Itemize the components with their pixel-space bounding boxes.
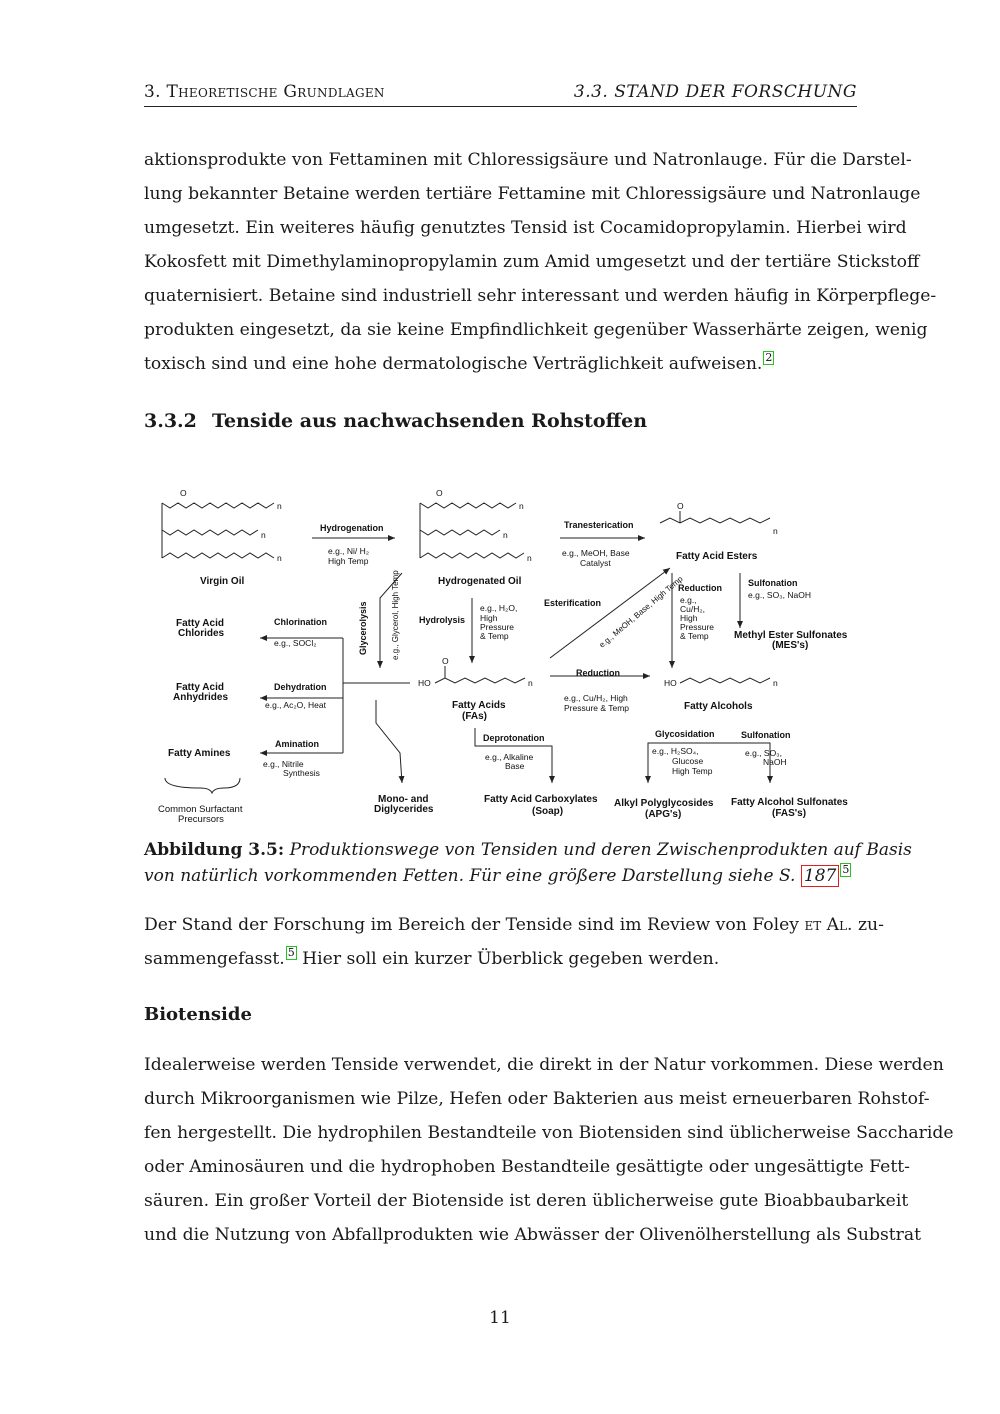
subscript-n: n: [277, 553, 282, 563]
label-dehydration: Dehydration: [274, 682, 327, 692]
cond-amination-2: Synthesis: [283, 768, 320, 778]
caption-label: Abbildung 3.5:: [144, 840, 285, 860]
text-segment: Hier soll ein kurzer Überblick gegeben werden.: [302, 949, 720, 969]
cond-hydrolysis-2: High: [480, 613, 498, 623]
author-et-al: et Al.: [804, 915, 853, 935]
caption-text-1: Produktionswege von Tensiden und deren Zwischenprodukten auf Basis: [289, 840, 912, 860]
header-section: 3.3. STAND DER FORSCHUNG: [573, 82, 857, 102]
cond-hydrolysis-4: & Temp: [480, 631, 509, 641]
label-anhydrides-1: Fatty Acid: [176, 682, 224, 693]
text-line: lung bekannter Betaine werden tertiäre Fettamine mit Chloressigsäure und Natronlauge: [144, 184, 921, 204]
cond-glycosidation-1: e.g., H₂SO₄,: [652, 746, 699, 756]
cond-sulfonation1: e.g., SO₃, NaOH: [748, 590, 811, 600]
cond-reduction2-2: Pressure & Temp: [564, 703, 630, 713]
precursor-brace: [165, 778, 240, 793]
subscript-n: n: [277, 501, 282, 511]
paragraph-biotenside: [144, 1048, 954, 1252]
label-fas-2: (FAS's): [772, 808, 807, 819]
text-line: fen hergestellt. Die hydrophilen Bestandteile von Biotensiden sind üblicherweise Saccharide: [144, 1123, 954, 1143]
atom-label: HO: [418, 678, 431, 688]
cond-trans-2: Catalyst: [580, 558, 611, 568]
cond-reduction1-2: Cu/H₂,: [680, 604, 706, 614]
cond-hydrogenation-1: e.g., Ni/ H₂: [328, 546, 370, 556]
text-line: [144, 908, 884, 942]
text-segment: zu-: [858, 915, 884, 935]
footnote-link[interactable]: 2: [765, 351, 773, 364]
atom-label: O: [436, 488, 443, 498]
label-fatty-acids-1: Fatty Acids: [452, 700, 506, 711]
label-fas-1: Fatty Alcohol Sulfonates: [731, 797, 848, 808]
label-deprotonation: Deprotonation: [483, 733, 545, 743]
cond-reduction1-1: e.g.,: [680, 595, 697, 605]
text-line: [144, 942, 857, 976]
text-line: oder Aminosäuren und die hydrophoben Bestandteile gesättigte oder ungesättigte Fett-: [144, 1157, 910, 1177]
atom-label: O: [442, 656, 449, 666]
cond-sulfonation2-2: NaOH: [763, 757, 787, 767]
paragraph-betaine: [144, 143, 937, 381]
label-amination: Amination: [275, 739, 319, 749]
label-glycosidation: Glycosidation: [655, 729, 715, 739]
label-sulfonation-2: Sulfonation: [741, 730, 791, 740]
cond-glycosidation-2: Glucose: [672, 756, 704, 766]
cond-reduction2-1: e.g., Cu/H₂, High: [564, 693, 628, 703]
text-segment: sammengefasst.: [144, 949, 285, 969]
figure-surfactant-pathways: [140, 478, 860, 828]
caption-line: [144, 863, 857, 888]
text-line: umgesetzt. Ein weiteres häufig genutztes Tensid ist Cocamidopropylamin. Hierbei wird: [144, 218, 907, 238]
cond-sulfonation2-1: e.g., SO₃,: [745, 748, 783, 758]
text-line: Kokosfett mit Dimethylaminopropylamin zum Amid umgesetzt und der tertiäre Stickstoff: [144, 252, 920, 272]
label-hydrolysis: Hydrolysis: [419, 615, 466, 625]
cond-deprotonation-2: Base: [505, 761, 525, 771]
cond-glycosidation-3: High Temp: [672, 766, 713, 776]
atom-label: HO: [664, 678, 677, 688]
cond-hydrolysis-3: Pressure: [480, 622, 515, 632]
subscript-n: n: [503, 530, 508, 540]
cond-reduction1-3: High: [680, 613, 698, 623]
label-anhydrides-2: Anhydrides: [173, 692, 229, 703]
label-common-precursors-2: Precursors: [178, 814, 224, 825]
subscript-n: n: [528, 678, 533, 688]
page-header: [144, 82, 857, 107]
text-line-content: toxisch sind und eine hohe dermatologische Verträglichkeit aufweisen.: [144, 354, 763, 374]
text-line: durch Mikroorganismen wie Pilze, Hefen oder Bakterien aus meist erneuerbaren Rohstof-: [144, 1089, 930, 1109]
label-virgin-oil: Virgin Oil: [200, 576, 245, 587]
label-fatty-acid-chlorides-1: Fatty Acid: [176, 618, 224, 629]
fatty-alcohol-structure: [680, 678, 770, 683]
cond-hydrolysis-1: e.g., H₂O,: [480, 603, 518, 613]
arrow-esterification: [550, 568, 670, 658]
cond-glycerolysis: e.g., Glycerol, High Temp: [391, 570, 400, 660]
text-line: produkten eingesetzt, da sie keine Empfindlichkeit gegenüber Wasserhärte zeigen, wenig: [144, 320, 928, 340]
cond-hydrogenation-2: High Temp: [328, 556, 369, 566]
label-mono-di-2: Diglycerides: [374, 804, 434, 815]
cond-dehydration: e.g., Ac₂O, Heat: [265, 700, 326, 710]
subscript-n: n: [519, 501, 524, 511]
label-transesterification: Tranesterication: [564, 520, 634, 530]
text-line: [144, 347, 857, 381]
text-segment: Der Stand der Forschung im Bereich der Tenside sind im Review von Foley: [144, 915, 799, 935]
section-number: 3.3.2: [144, 410, 197, 432]
page-reference-link[interactable]: 187: [801, 865, 839, 887]
header-chapter: 3. Theoretische Grundlagen: [144, 82, 385, 102]
label-fatty-alcohols: Fatty Alcohols: [684, 701, 753, 712]
text-line: aktionsprodukte von Fettaminen mit Chloressigsäure und Natronlauge. Für die Darstel-: [144, 150, 912, 170]
fatty-acid-structure: [435, 666, 525, 683]
label-reduction-1: Reduction: [678, 583, 722, 593]
atom-label: O: [677, 501, 684, 511]
label-esterification: Esterification: [544, 598, 602, 608]
cond-chlorination: e.g., SOCl₂: [274, 638, 317, 648]
label-reduction-2: Reduction: [576, 668, 620, 678]
cond-reduction1-4: Pressure: [680, 622, 715, 632]
subsection-heading: Biotenside: [144, 1004, 252, 1025]
label-mes-2: (MES's): [772, 640, 809, 651]
label-fatty-amines: Fatty Amines: [168, 748, 231, 759]
text-line: Idealerweise werden Tenside verwendet, die direkt in der Natur vorkommen. Diese werden: [144, 1055, 944, 1075]
caption-text-2: von natürlich vorkommenden Fetten. Für eine größere Darstellung siehe S.: [144, 866, 796, 886]
cond-amination-1: e.g., Nitrile: [263, 759, 304, 769]
label-carboxylates-1: Fatty Acid Carboxylates: [484, 794, 598, 805]
label-chlorination: Chlorination: [274, 617, 327, 627]
label-apg-1: Alkyl Polyglycosides: [614, 798, 714, 809]
footnote-link[interactable]: 5: [287, 946, 295, 959]
cond-reduction1-5: & Temp: [680, 631, 709, 641]
subscript-n: n: [773, 526, 778, 536]
cond-deprotonation-1: e.g., Alkaline: [485, 752, 534, 762]
section-title: Tenside aus nachwachsenden Rohstoffen: [212, 410, 648, 432]
cond-trans-1: e.g., MeOH, Base: [562, 548, 630, 558]
figure-caption: [144, 838, 912, 888]
text-line: säuren. Ein großer Vorteil der Biotenside ist deren üblicherweise gute Bioabbaubarkeit: [144, 1191, 909, 1211]
cond-esterification: e.g., MeOH, Base, High Temp: [597, 574, 685, 650]
caption-line: [144, 838, 912, 863]
paragraph-review: [144, 908, 884, 976]
label-apg-2: (APG's): [645, 809, 682, 820]
label-sulfonation-1: Sulfonation: [748, 578, 798, 588]
label-carboxylates-2: (Soap): [532, 806, 564, 817]
label-hydrogenated-oil: Hydrogenated Oil: [438, 576, 522, 587]
label-hydrogenation: Hydrogenation: [320, 523, 384, 533]
text-line: quaternisiert. Betaine sind industriell sehr interessant und werden häufig in Körperpflege-: [144, 286, 937, 306]
label-fatty-acid-esters: Fatty Acid Esters: [676, 551, 758, 562]
label-fatty-acids-2: (FAs): [462, 711, 487, 722]
label-mes-1: Methyl Ester Sulfonates: [734, 630, 848, 641]
page-number: 11: [489, 1308, 511, 1328]
arrow-mono-di: [376, 700, 402, 783]
subscript-n: n: [773, 678, 778, 688]
footnote-link[interactable]: 5: [842, 863, 850, 876]
label-fatty-acid-chlorides-2: Chlorides: [178, 628, 225, 639]
text-line: und die Nutzung von Abfallprodukten wie Abwässer der Olivenölherstellung als Substrat: [144, 1225, 922, 1245]
label-mono-di-1: Mono- and: [378, 794, 429, 805]
label-glycerolysis: Glycerolysis: [358, 601, 368, 655]
hydrogenated-oil-structure: [420, 503, 524, 558]
virgin-oil-structure: [162, 503, 274, 558]
fatty-acid-ester-structure: [660, 511, 770, 523]
subscript-n: n: [527, 553, 532, 563]
atom-label: O: [180, 488, 187, 498]
section-heading: [144, 410, 647, 432]
label-common-precursors-1: Common Surfactant: [158, 804, 243, 815]
subscript-n: n: [261, 530, 266, 540]
